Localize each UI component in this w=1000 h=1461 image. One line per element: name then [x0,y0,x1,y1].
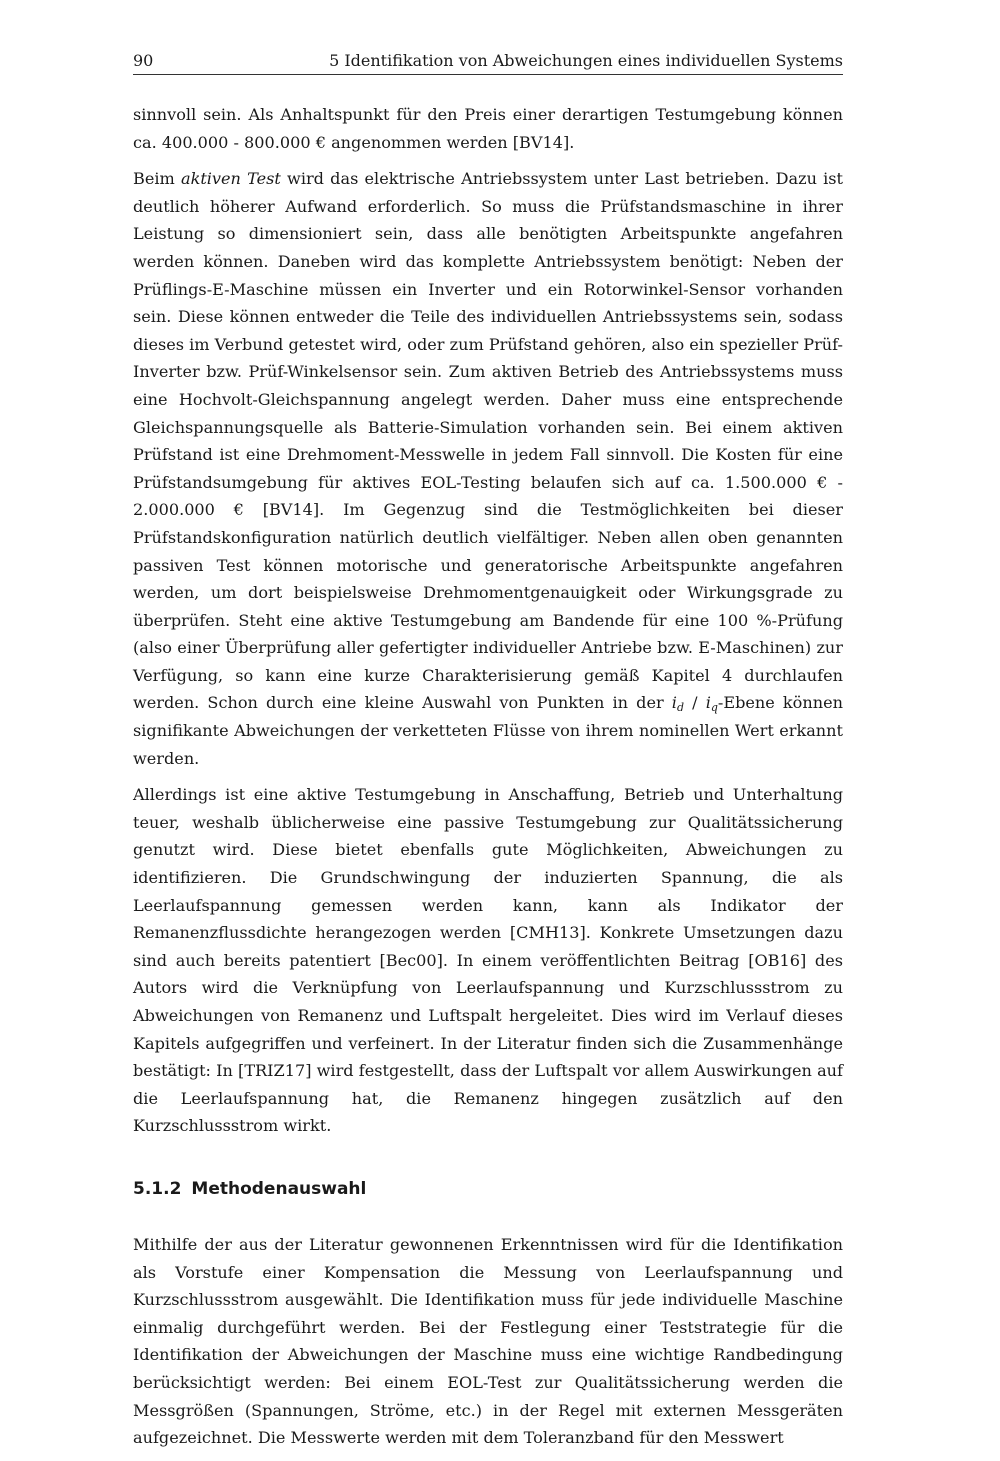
math-sub-d: d [676,701,684,715]
paragraph-4: Mithilfe der aus der Literatur gewonnenen Erkenntnissen wird für die Identifikation als Vorstufe einer Kompensation die Messung von Leerlaufspannung und Kurzschlussstrom ausgewählt. Die Identifikation muss für jede individuelle Maschine einmalig durchgeführt werden. Bei der Festlegung einer Teststrategie für die Identifikation der Abweichungen der Maschine muss eine wichtige Randbedingung berücksichtigt werden: Bei einem EOL-Test zur Qualitätssicherung werden die Messgrößen (Spannungen, Ströme, etc.) in der Regel mit externen Messgeräten aufgezeichnet. Die Messwerte werden mit dem Toleranzband für den Messwert [133,1234,843,1448]
paragraph-2-tail: -Ebene können signifikante Abweichungen der verketteten Flüsse von ihrem nominellen Wert erkannt werden. [133,693,843,768]
paragraph-2-body: wird das elektrische Antriebssystem unter Last betrieben. Dazu ist deutlich höherer Aufwand erforderlich. So muss die Prüfstandsmaschine in ihrer Leistung so dimensioniert sein, dass alle benötigten Arbeitspunkte angefahren werden können. Daneben wird das komplette Antriebssystem benötigt: Neben der Prüflings-E-Maschine müssen ein Inverter und ein Rotorwinkel-Sensor vorhanden sein. Diese können entweder die Teile des individuellen Antriebssystems sein, sodass dieses im Verbund getestet wird, oder zum Prüfstand gehören, also ein spezieller Prüf-Inverter bzw. Prüf-Winkelsensor sein. Zum aktiven Betrieb des Antriebssystems muss eine Hochvolt-Gleichspannung angelegt werden. Daher muss eine entsprechende Gleichspannungsquelle als Batterie-Simulation vorhanden sein. Bei einem aktiven Prüfstand ist eine Drehmoment-Messwelle in jedem Fall sinnvoll. Die Kosten für eine Prüfstandsumgebung für aktives EOL-Testing belaufen sich auf ca. 1.500.000 € - 2.000.000 € [BV14]. Im Gegenzug sind die Testmöglichkeiten bei dieser Prüfstandskonfiguration natürlich deutlich vielfältiger. Neben allen oben genannten passiven Test können motorische und generatorische Arbeitspunkte angefahren werden, um dort beispielsweise Drehmomentgenauigkeit oder Wirkungsgrade zu überprüfen. Steht eine aktive Testumgebung am Bandende für eine 100 %-Prüfung (also einer Überprüfung aller gefertigter individueller Antriebe bzw. E-Maschinen) zur Verfügung, so kann eine kurze Charakterisierung gemäß Kapitel 4 durchlaufen werden. Schon durch eine kleine Auswahl von Punkten in der [133,169,844,713]
math-i: i [671,693,677,713]
section-heading [133,1178,843,1200]
body-text [133,101,843,1452]
paragraph-1: sinnvoll sein. Als Anhaltspunkt für den Preis einer derartigen Testumgebung können ca. 400.000 - 800.000 € angenommen werden [BV14]. [133,105,843,152]
page-number: 90 [133,51,154,70]
section-number: 5.1.2 [133,1178,182,1199]
math-i: i [705,693,711,713]
math-sub-q: q [710,701,718,715]
math-id-iq [671,693,718,715]
running-title: 5 Identifikation von Abweichungen eines individuellen Systems [329,51,843,70]
running-header [133,50,843,75]
math-slash: / [684,693,706,713]
document-page [133,50,843,1461]
paragraph-3: Allerdings ist eine aktive Testumgebung in Anschaffung, Betrieb und Unterhaltung teuer, weshalb üblicherweise eine passive Testumgebung zur Qualitätssicherung genutzt wird. Diese bietet ebenfalls gute Möglichkeiten, Abweichungen zu identifizieren. Die Grundschwingung der induzierten Spannung, die als Leerlaufspannung gemessen werden kann, kann als Indikator der Remanenzflussdichte herangezogen werden [CMH13]. Konkrete Umsetzungen dazu sind auch bereits patentiert [Bec00]. In einem veröffentlichten Beitrag [OB16] des Autors wird die Verknüpfung von Leerlaufspannung und Kurzschlussstrom zu Abweichungen von Remanenz und Luftspalt hergeleitet. Dies wird im Verlauf dieses Kapitels aufgegriffen und verfeinert. In der Literatur finden sich die Zusammenhänge bestätigt: In [TRIZ17] wird festgestellt, dass der Luftspalt vor allem Auswirkungen auf die Leerlaufspannung hat, die Remanenz hingegen zusätzlich auf den Kurzschlussstrom wirkt. [133,785,843,1136]
emphasis-aktiven-test: aktiven Test [180,169,281,189]
paragraph-2-lead: Beim [133,169,181,189]
section-title: Methodenauswahl [191,1178,367,1199]
paragraph-2 [133,165,843,772]
